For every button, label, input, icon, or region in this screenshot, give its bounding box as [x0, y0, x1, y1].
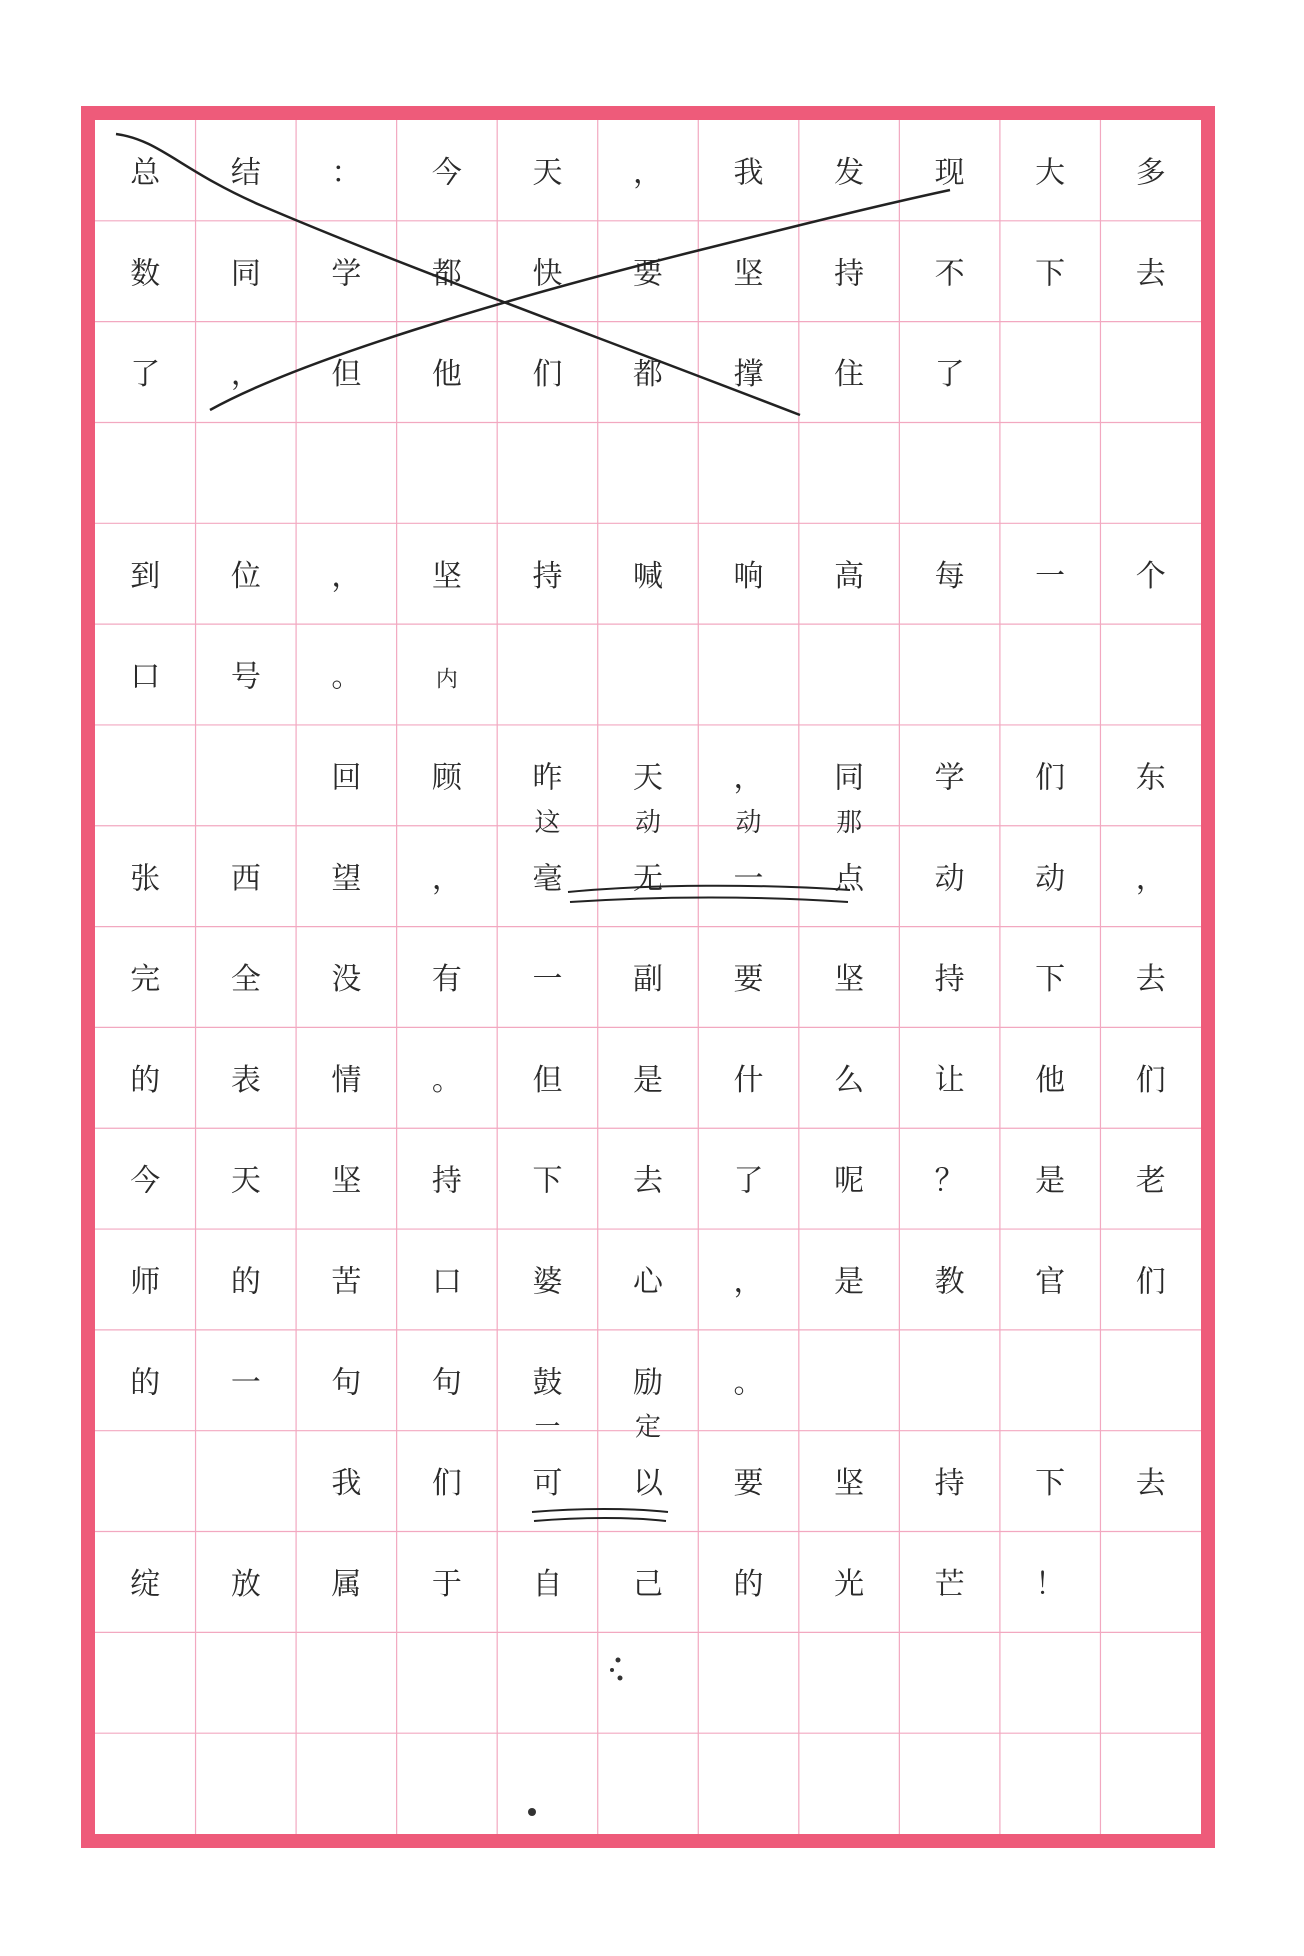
grid-character: 没	[331, 962, 362, 998]
grid-character: ，	[331, 558, 362, 594]
grid-character: 我	[331, 1466, 362, 1502]
grid-character: 绽	[130, 1567, 161, 1603]
grid-character: 一	[230, 1365, 261, 1401]
grid-character: 撑	[733, 357, 764, 393]
grid-character: 望	[331, 861, 362, 897]
grid-character: 下	[1035, 962, 1066, 998]
grid-character: 老	[1135, 1163, 1166, 1199]
grid-character: 喊	[633, 558, 663, 594]
grid-character: 放	[230, 1567, 261, 1603]
grid-character: 副	[633, 962, 663, 998]
grid-character: 苦	[331, 1264, 362, 1300]
grid-character: 去	[1135, 1466, 1166, 1502]
grid-character: 坚	[834, 962, 865, 998]
inserted-correction: 一	[534, 1412, 561, 1443]
grid-character: 去	[633, 1163, 663, 1199]
grid-character: 们	[1135, 1062, 1166, 1098]
grid-character: 们	[532, 357, 563, 393]
grid-character: 数	[130, 256, 161, 292]
grid-character: 发	[834, 155, 865, 191]
grid-character: 无	[633, 861, 663, 897]
grid-character: 动	[1035, 861, 1066, 897]
grid-character: 个	[1135, 558, 1166, 594]
grid-character: 东	[1135, 760, 1166, 796]
grid-character: 口	[431, 1264, 462, 1300]
grid-character: 的	[130, 1365, 161, 1401]
grid-character: 口	[130, 659, 161, 695]
grid-character: 官	[1035, 1264, 1066, 1300]
grid-character: 西	[230, 861, 261, 897]
grid-character: 下	[1035, 256, 1066, 292]
grid-character: 坚	[431, 558, 462, 594]
grid-character: 学	[934, 760, 965, 796]
ink-dot	[618, 1676, 623, 1681]
grid-character: 情	[331, 1062, 362, 1098]
grid-character: 结	[230, 155, 261, 191]
grid-character: 现	[934, 155, 965, 191]
grid-character: 有	[431, 962, 462, 998]
grid-character: 多	[1135, 155, 1166, 191]
grid-character: 坚	[834, 1466, 865, 1502]
grid-character: 去	[1135, 256, 1166, 292]
grid-character: 动	[934, 861, 965, 897]
grid-character: 一	[733, 861, 764, 897]
grid-character: ！	[1035, 1567, 1066, 1603]
grid-character: 大	[1035, 155, 1066, 191]
grid-character: ，	[633, 155, 663, 191]
grid-character: 位	[230, 558, 261, 594]
ink-dot	[610, 1668, 614, 1672]
grid-character: 们	[1035, 760, 1066, 796]
grid-character: 要	[733, 1466, 764, 1502]
grid-character: 光	[834, 1567, 865, 1603]
grid-character: 可	[532, 1466, 563, 1502]
grid-character: 。	[431, 1062, 462, 1098]
grid-character: 今	[431, 155, 462, 191]
grid-character: ，	[733, 1264, 764, 1300]
ink-dot	[528, 1808, 536, 1816]
grid-character: 己	[633, 1567, 663, 1603]
grid-character: 了	[130, 357, 161, 393]
grid-character: 励	[633, 1365, 663, 1401]
grid-character: 不	[934, 256, 965, 292]
grid-character: 持	[934, 962, 965, 998]
grid-character: 住	[834, 357, 865, 393]
grid-character: 持	[532, 558, 563, 594]
grid-character: 号	[230, 659, 261, 695]
grid-character: 属	[331, 1567, 362, 1603]
grid-character: 但	[331, 357, 362, 393]
grid-character: 天	[633, 760, 663, 796]
grid-character: 我	[733, 155, 764, 191]
grid-character: 同	[834, 760, 865, 796]
grid-character: 下	[1035, 1466, 1066, 1502]
grid-character: 了	[733, 1163, 764, 1199]
grid-character: 昨	[532, 760, 563, 796]
grid-character: 持	[431, 1163, 462, 1199]
grid-character: 一	[532, 962, 563, 998]
grid-character: 婆	[532, 1264, 563, 1300]
grid-character: 是	[1035, 1163, 1066, 1199]
grid-character: 他	[431, 357, 462, 393]
inserted-correction: 那	[836, 807, 863, 838]
grid-character: 鼓	[532, 1365, 563, 1401]
grid-character: 顾	[431, 760, 462, 796]
grid-character: 教	[934, 1264, 965, 1300]
grid-character: 芒	[934, 1567, 965, 1603]
grid-character: 坚	[331, 1163, 362, 1199]
grid-character: 天	[532, 155, 563, 191]
grid-character: ，	[431, 861, 462, 897]
grid-character: 以	[633, 1466, 663, 1502]
grid-character: 下	[532, 1163, 563, 1199]
grid-character: 快	[532, 256, 563, 292]
grid-character: 让	[934, 1062, 965, 1098]
grid-character: 但	[532, 1062, 563, 1098]
grid-character: 什	[733, 1062, 764, 1098]
grid-character: 的	[230, 1264, 261, 1300]
grid-character: 张	[130, 861, 161, 897]
inserted-correction: 动	[735, 807, 762, 838]
grid-character: 句	[431, 1365, 462, 1401]
grid-character: 点	[834, 861, 865, 897]
grid-character: 每	[934, 558, 965, 594]
inserted-correction: 动	[634, 807, 662, 838]
grid-character: 是	[834, 1264, 865, 1300]
grid-character: 是	[633, 1062, 663, 1098]
grid-character: 持	[834, 256, 865, 292]
grid-character: 响	[733, 558, 764, 594]
grid-character: ，	[230, 357, 261, 393]
grid-character: 都	[431, 256, 462, 292]
grid-character: 完	[130, 962, 161, 998]
grid-character: 天	[230, 1163, 261, 1199]
grid-character: 同	[230, 256, 261, 292]
grid-character: 学	[331, 256, 362, 292]
grid-character: ，	[733, 760, 764, 796]
grid-character: 的	[733, 1567, 764, 1603]
grid-character: 呢	[834, 1163, 865, 1199]
grid-character: 坚	[733, 256, 764, 292]
grid-character: 。	[331, 659, 362, 695]
grid-character: 持	[934, 1466, 965, 1502]
grid-character: 他	[1035, 1062, 1066, 1098]
grid-character: 回	[331, 760, 362, 796]
grid-character: ？	[934, 1163, 965, 1199]
grid-character: 全	[230, 962, 261, 998]
grid-character: 都	[633, 357, 663, 393]
grid-character: 们	[431, 1466, 462, 1502]
grid-character: 毫	[532, 861, 563, 897]
inserted-correction: 定	[634, 1412, 662, 1443]
grid-character: 于	[431, 1567, 462, 1603]
grid-character: 高	[834, 558, 865, 594]
grid-character: 今	[130, 1163, 161, 1199]
grid-character: 要	[733, 962, 764, 998]
stray-character: 内	[435, 667, 458, 693]
grid-character: ：	[331, 155, 362, 191]
grid-character: 了	[934, 357, 965, 393]
grid-character: 么	[834, 1062, 865, 1098]
grid-character: 师	[130, 1264, 161, 1300]
grid-character: 们	[1135, 1264, 1166, 1300]
grid-character: 总	[130, 155, 161, 191]
grid-character: 去	[1135, 962, 1166, 998]
grid-character: 到	[130, 558, 161, 594]
ink-dot	[616, 1658, 621, 1663]
grid-character: 一	[1035, 558, 1066, 594]
grid-character: 的	[130, 1062, 161, 1098]
grid-character: 心	[633, 1264, 663, 1300]
grid-character: ，	[1135, 861, 1166, 897]
grid-character: 句	[331, 1365, 362, 1401]
grid-character: 自	[532, 1567, 563, 1603]
grid-character: 。	[733, 1365, 764, 1401]
inserted-correction: 这	[534, 807, 561, 838]
grid-character: 表	[230, 1062, 261, 1098]
grid-character: 要	[633, 256, 663, 292]
